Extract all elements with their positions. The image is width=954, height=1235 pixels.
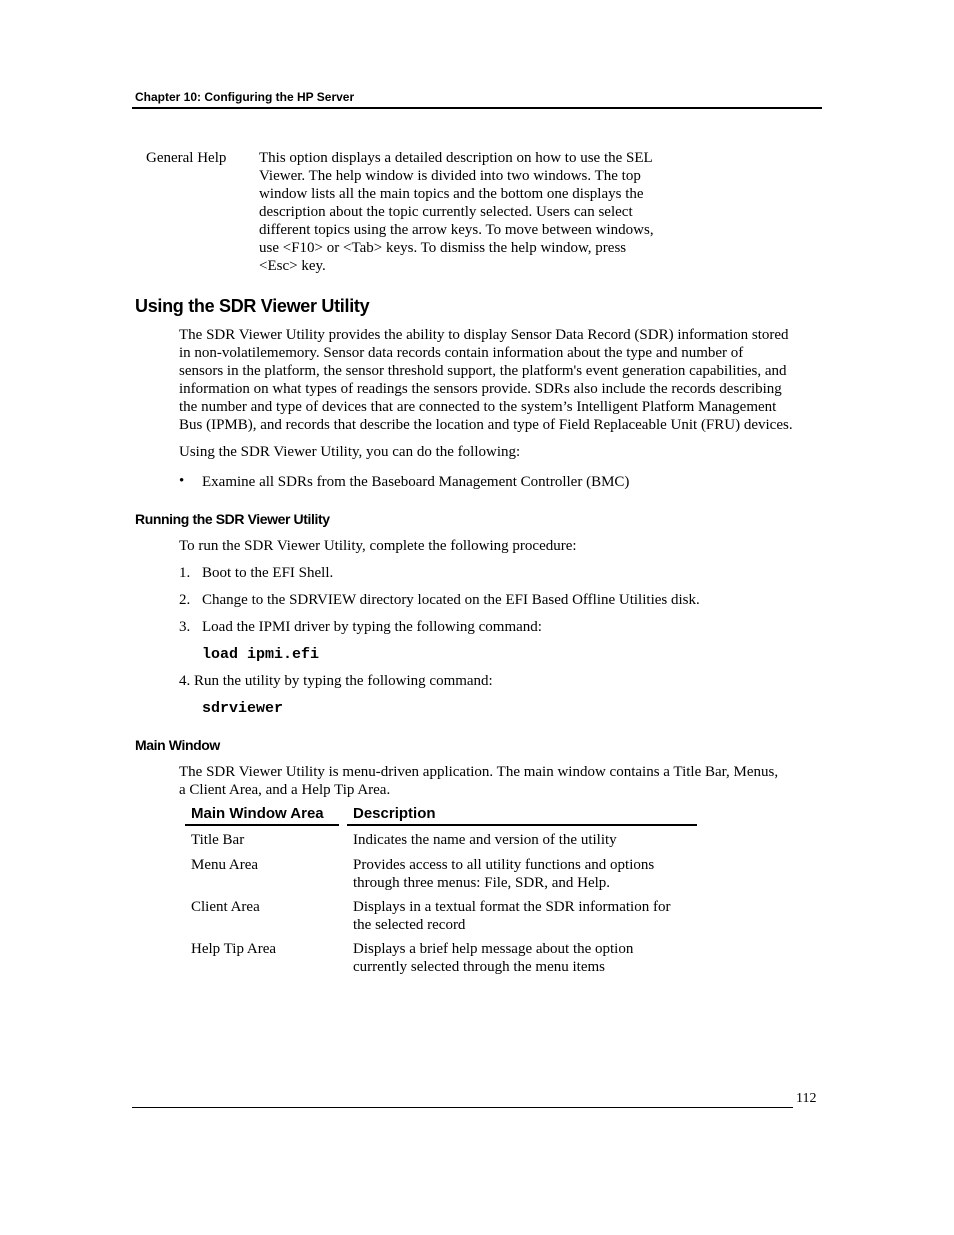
text-line: The SDR Viewer Utility is menu-driven application. The main window contains a Title Bar, Menus, <box>179 764 779 780</box>
step-text: Change to the SDRVIEW directory located on the EFI Based Offline Utilities disk. <box>202 592 700 608</box>
section-heading: Using the SDR Viewer Utility <box>135 296 370 316</box>
main-window-intro <box>179 763 829 799</box>
table-header-rule-right <box>347 824 697 826</box>
general-help-description <box>259 149 699 275</box>
text-line: The SDR Viewer Utility provides the ability to display Sensor Data Record (SDR) information stored <box>179 327 789 343</box>
can-do-text: Using the SDR Viewer Utility, you can do the following: <box>179 444 521 460</box>
table-header-rule-left <box>185 824 339 826</box>
step-text: Load the IPMI driver by typing the following command: <box>202 619 542 635</box>
table-cell-description <box>353 831 698 849</box>
table-cell-area: Help Tip Area <box>191 941 277 957</box>
footer-rule <box>132 1107 793 1108</box>
table-header-description: Description <box>353 805 436 822</box>
text-line: the number and type of devices that are connected to the system’s Intelligent Platform Management <box>179 399 777 415</box>
text-line: information on what types of readings the sensors provide. SDRs also include the records describing <box>179 381 782 397</box>
table-cell-description <box>353 940 698 976</box>
page-number: 112 <box>796 1091 817 1106</box>
text-line: description about the topic currently selected. Users can select <box>259 204 633 220</box>
table-cell-description <box>353 898 698 934</box>
text-line: This option displays a detailed description on how to use the SEL <box>259 150 653 166</box>
text-line: in non-volatilememory. Sensor data records contain information about the type and number of <box>179 345 744 361</box>
table-row <box>191 940 276 958</box>
table-cell-area: Title Bar <box>191 832 245 848</box>
command-load-ipmi: load ipmi.efi <box>202 646 320 663</box>
text-line: window lists all the main topics and the bottom one displays the <box>259 186 644 202</box>
subsection-heading-main-window: Main Window <box>135 737 220 753</box>
text-line: Indicates the name and version of the utility <box>353 832 617 848</box>
general-help-term: General Help <box>146 150 227 166</box>
text-line: through three menus: File, SDR, and Help. <box>353 875 611 891</box>
text-line: Displays a brief help message about the option <box>353 941 634 957</box>
text-line: use <F10> or <Tab> keys. To dismiss the help window, press <box>259 240 627 256</box>
step-number: 1. <box>179 565 191 581</box>
text-line: Bus (IPMB), and records that describe the location and type of Field Replaceable Unit (FRU) devices. <box>179 417 793 433</box>
step-number: 2. <box>179 592 191 608</box>
text-line: the selected record <box>353 917 466 933</box>
bullet-item: Examine all SDRs from the Baseboard Management Controller (BMC) <box>202 474 630 490</box>
table-row <box>191 856 258 874</box>
section-intro <box>179 326 829 434</box>
text-line: different topics using the arrow keys. To move between windows, <box>259 222 654 238</box>
step-text: 4. Run the utility by typing the following command: <box>179 673 493 689</box>
text-line: Provides access to all utility functions and options <box>353 857 655 873</box>
step-number: 3. <box>179 619 191 635</box>
table-cell-description <box>353 856 698 892</box>
table-cell-area: Menu Area <box>191 857 259 873</box>
header-rule <box>132 107 822 109</box>
table-cell-area: Client Area <box>191 899 260 915</box>
text-line: Displays in a textual format the SDR information for <box>353 899 671 915</box>
table-header-area: Main Window Area <box>191 805 324 822</box>
text-line: <Esc> key. <box>259 258 326 274</box>
text-line: sensors in the platform, the sensor threshold support, the platform's event generation capabilities, and <box>179 363 787 379</box>
text-line: a Client Area, and a Help Tip Area. <box>179 782 391 798</box>
bullet-icon: • <box>179 473 185 489</box>
step-text: Boot to the EFI Shell. <box>202 565 334 581</box>
table-row <box>191 898 260 916</box>
command-sdrviewer: sdrviewer <box>202 700 284 717</box>
table-row <box>191 831 244 849</box>
text-line: currently selected through the menu items <box>353 959 606 975</box>
subsection-heading-running: Running the SDR Viewer Utility <box>135 511 330 527</box>
text-line: Viewer. The help window is divided into two windows. The top <box>259 168 641 184</box>
chapter-header: Chapter 10: Configuring the HP Server <box>135 90 355 104</box>
running-intro: To run the SDR Viewer Utility, complete the following procedure: <box>179 538 577 554</box>
